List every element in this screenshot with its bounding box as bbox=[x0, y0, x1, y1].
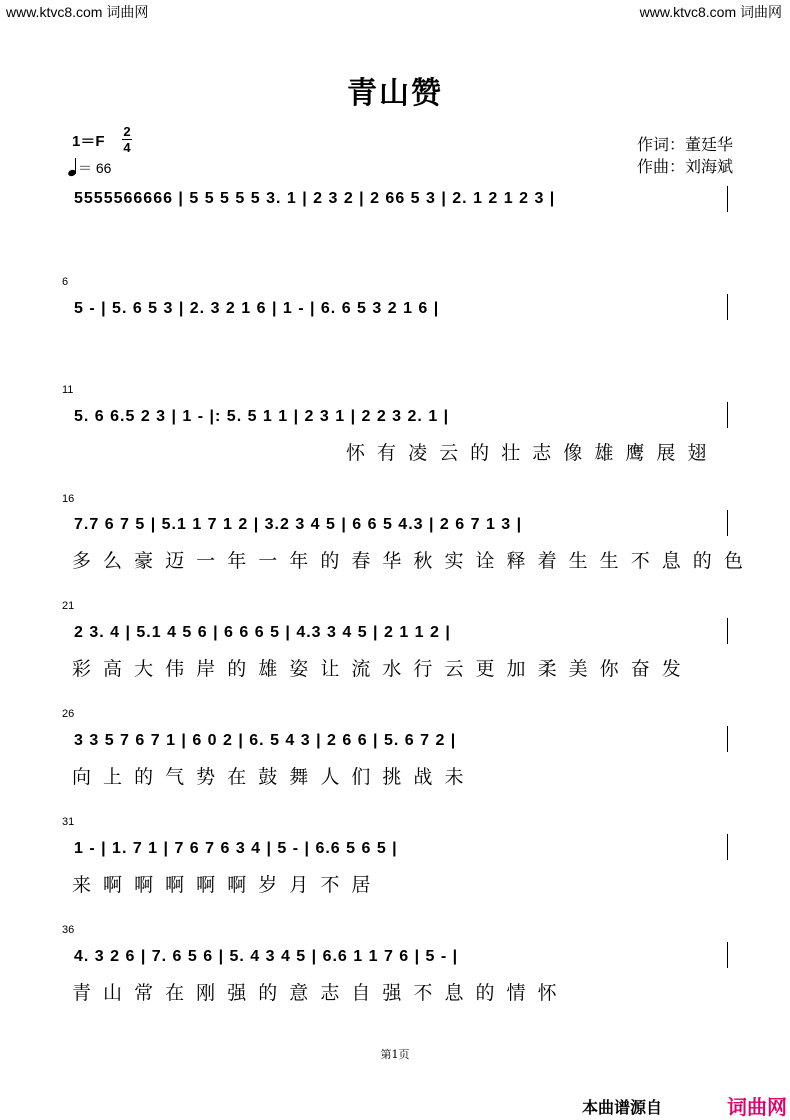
system-1-notes: 5555566666 | 5 5 5 5 5 3. 1 | 2 3 2 | 2 66 5 3 | 2. 1 2 1 2 3 | bbox=[74, 190, 556, 207]
system-3-notes: 5. 6 6.5 2 3 | 1 - |: 5. 5 1 1 | 2 3 1 | 2 2 3 2. 1 | bbox=[74, 408, 450, 425]
system-8-notes: 4. 3 2 6 | 7. 6 5 6 | 5. 4 3 4 5 | 6.6 1 1 7 6 | 5 - | bbox=[74, 948, 459, 965]
system-7-lyrics: 来 啊 啊 啊 啊 啊 岁 月 不 居 bbox=[72, 874, 374, 896]
measure-number: 21 bbox=[62, 600, 75, 612]
barline bbox=[727, 186, 728, 212]
barline bbox=[727, 618, 728, 644]
watermark-left: www.ktvc8.com 词曲网 bbox=[6, 4, 149, 20]
measure-number: 16 bbox=[62, 493, 75, 505]
watermark-right: www.ktvc8.com 词曲网 bbox=[639, 4, 782, 20]
credits bbox=[637, 134, 733, 178]
tempo-value: ＝ 66 bbox=[78, 160, 112, 176]
system-7-notes: 1 - | 1. 7 1 | 7 6 7 6 3 4 | 5 - | 6.6 5 6 5 | bbox=[74, 840, 398, 857]
tempo-marking bbox=[68, 158, 111, 178]
page-number: 第1页 bbox=[380, 1048, 410, 1061]
barline bbox=[727, 834, 728, 860]
barline bbox=[727, 942, 728, 968]
measure-number: 31 bbox=[62, 816, 75, 828]
system-5-lyrics: 彩 高 大 伟 岸 的 雄 姿 让 流 水 行 云 更 加 柔 美 你 奋 发 bbox=[72, 658, 684, 680]
composer: 作曲：刘海斌 bbox=[637, 157, 734, 176]
measure-number: 6 bbox=[62, 276, 69, 288]
system-6-lyrics: 向 上 的 气 势 在 鼓 舞 人 们 挑 战 未 bbox=[72, 766, 467, 788]
quarter-note-icon bbox=[68, 158, 78, 176]
system-8-lyrics: 青 山 常 在 刚 强 的 意 志 自 强 不 息 的 情 怀 bbox=[72, 982, 560, 1004]
measure-number: 11 bbox=[62, 384, 74, 396]
time-numerator: 2 bbox=[123, 124, 131, 139]
system-4-notes: 7.7 6 7 5 | 5.1 1 7 1 2 | 3.2 3 4 5 | 6 6 5 4.3 | 2 6 7 1 3 | bbox=[74, 516, 523, 533]
barline bbox=[727, 402, 728, 428]
time-signature bbox=[122, 125, 132, 154]
system-5-notes: 2 3. 4 | 5.1 4 5 6 | 6 6 6 5 | 4.3 3 4 5 | 2 1 1 2 | bbox=[74, 624, 451, 641]
barline bbox=[727, 510, 728, 536]
source-label: 本曲谱源自 bbox=[582, 1098, 663, 1117]
source-site-logo[interactable]: 词曲网 bbox=[727, 1095, 787, 1119]
system-2-notes: 5 - | 5. 6 5 3 | 2. 3 2 1 6 | 1 - | 6. 6 5 3 2 1 6 | bbox=[74, 300, 440, 317]
barline bbox=[727, 726, 728, 752]
barline bbox=[727, 294, 728, 320]
measure-number: 26 bbox=[62, 708, 75, 720]
time-denominator: 4 bbox=[123, 140, 131, 155]
key-signature: 1＝F bbox=[72, 133, 105, 150]
lyricist: 作词：董廷华 bbox=[637, 135, 734, 154]
system-3-lyrics: 怀 有 凌 云 的 壮 志 像 雄 鹰 展 翅 bbox=[346, 442, 710, 464]
measure-number: 36 bbox=[62, 924, 75, 936]
system-4-lyrics: 多 么 豪 迈 一 年 一 年 的 春 华 秋 实 诠 释 着 生 生 不 息 的 色 bbox=[72, 550, 746, 572]
song-title: 青山赞 bbox=[347, 76, 443, 111]
system-6-notes: 3 3 5 7 6 7 1 | 6 0 2 | 6. 5 4 3 | 2 6 6 | 5. 6 7 2 | bbox=[74, 732, 457, 749]
